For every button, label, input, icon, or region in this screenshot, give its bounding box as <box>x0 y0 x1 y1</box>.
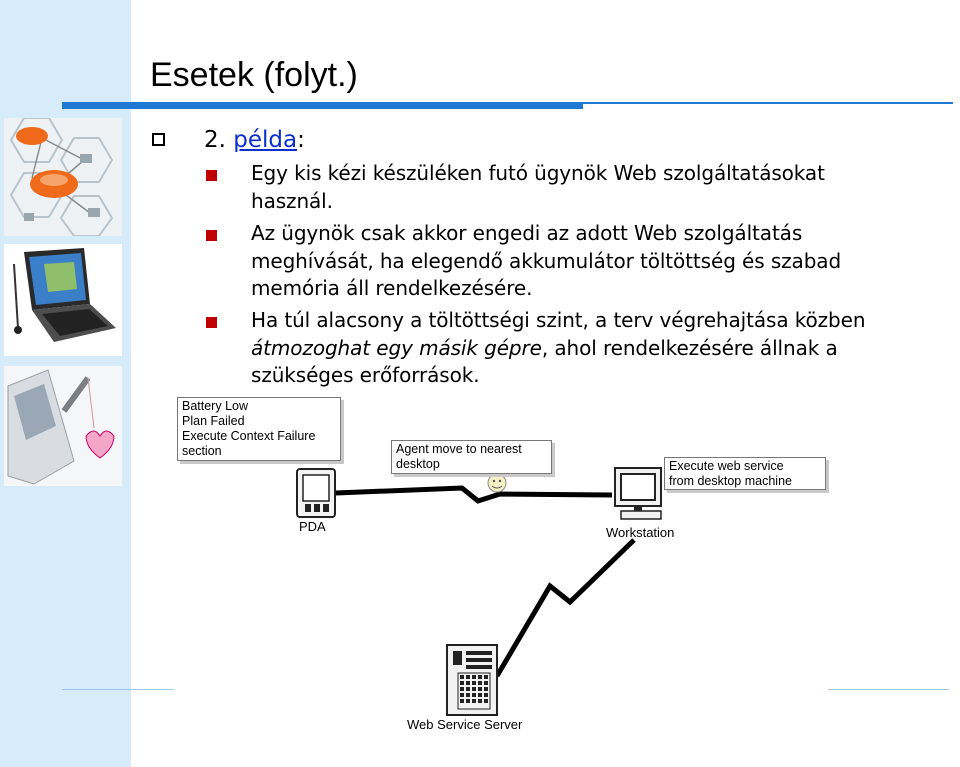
bullet-3-line-3: szükséges erőforrások. <box>251 363 480 387</box>
level1-suffix: : <box>297 127 305 153</box>
bullet-2-line-2: meghívását, ha elegendő akkumulátor töltöttség és szabad <box>251 248 842 273</box>
callout-battery-line-3: Execute Context Failure <box>182 429 316 443</box>
server-icon <box>447 645 497 715</box>
bullet-3-line-2-rest: , ahol rendelkezésére állnak a <box>541 335 838 360</box>
callout-execute-web-service <box>664 457 826 490</box>
server-label: Web Service Server <box>407 717 523 732</box>
callout-execute-line-2: from desktop machine <box>669 474 792 488</box>
callout-agent-line-2: desktop <box>396 457 440 471</box>
footer-line-right <box>828 689 949 690</box>
bullet-3-italic: átmozoghat egy másik gépre <box>251 335 542 360</box>
bullet-1-line-2: használ. <box>251 188 333 213</box>
pda-label: PDA <box>299 519 326 534</box>
slide-title: Esetek (folyt.) <box>150 56 358 94</box>
pda-icon <box>297 469 335 517</box>
bullet-2-line-1: Az ügynök csak akkor engedi az adott Web szolgáltatás <box>251 221 803 245</box>
bullet-text-3 <box>251 307 960 390</box>
hollow-square-bullet-icon <box>152 133 165 146</box>
phone-with-charm-image <box>4 366 122 486</box>
square-bullet-icon <box>206 230 217 241</box>
workstation-server-link <box>497 540 634 676</box>
title-underline-thin <box>583 102 953 104</box>
callout-battery-line-1: Battery Low <box>182 399 249 413</box>
level1-prefix: 2. <box>204 127 234 153</box>
pelda-link[interactable]: példa <box>233 127 298 153</box>
callout-execute-line-1: Execute web service <box>669 459 784 473</box>
square-bullet-icon <box>206 170 217 181</box>
bullet-text-2 <box>251 220 960 303</box>
bullet-3-line-2 <box>251 335 960 363</box>
smiley-icon <box>488 474 506 492</box>
bullet-text-1 <box>251 160 960 215</box>
workstation-label: Workstation <box>606 525 675 540</box>
network-hexagon-image <box>4 118 122 236</box>
title-underline-thick <box>62 102 583 109</box>
square-bullet-icon <box>206 317 217 328</box>
bullet-1-line-1: Egy kis kézi készüléken futó ügynök Web szolgáltatásokat <box>251 161 825 185</box>
workstation-icon <box>615 468 661 519</box>
callout-battery-low <box>177 397 341 461</box>
pda-workstation-link <box>336 488 612 501</box>
sidebar <box>0 0 131 767</box>
bullet-2-line-3: memória áll rendelkezésére. <box>251 276 533 300</box>
callout-agent-line-1: Agent move to nearest <box>396 442 522 456</box>
bullet-3-line-1: Ha túl alacsony a töltöttségi szint, a terv végrehajtása közben <box>251 308 866 332</box>
callout-battery-line-4: section <box>182 444 222 458</box>
laptop-image <box>4 244 122 356</box>
callout-battery-line-2: Plan Failed <box>182 414 245 428</box>
callout-agent-move <box>391 440 552 474</box>
footer-line-left <box>62 689 174 690</box>
